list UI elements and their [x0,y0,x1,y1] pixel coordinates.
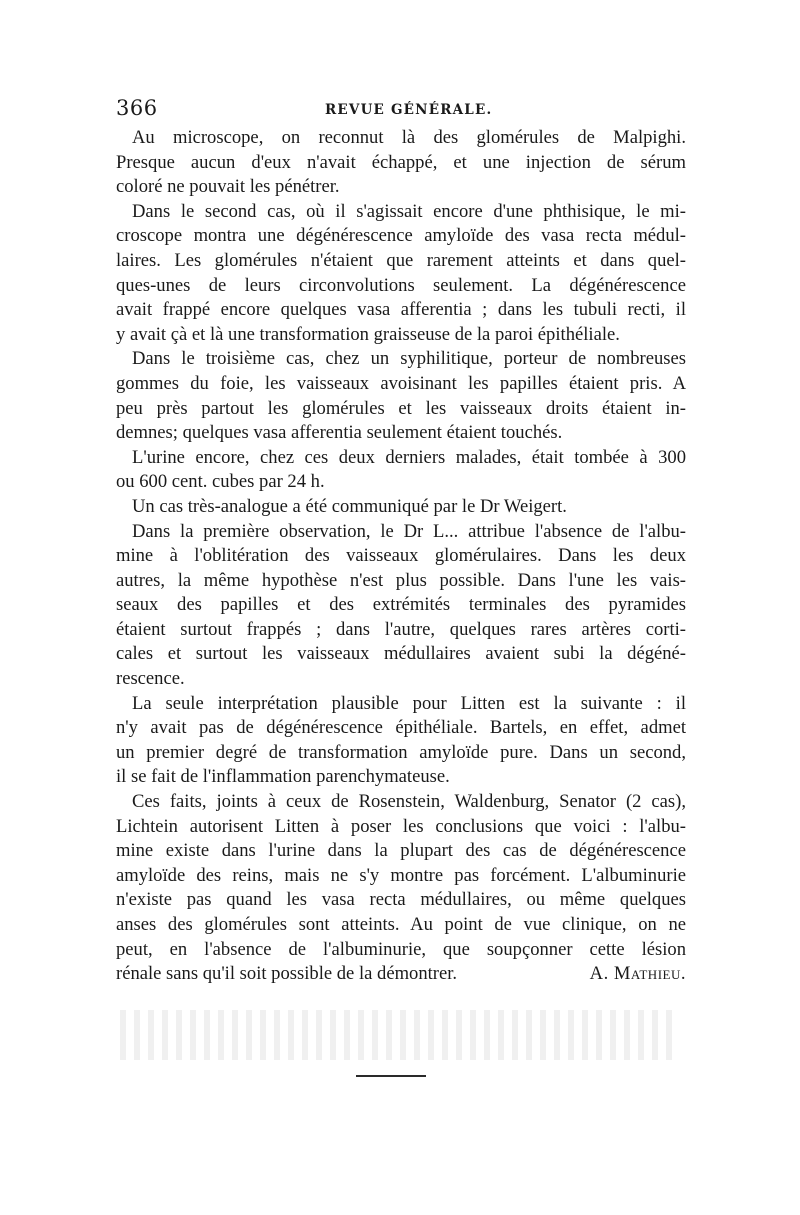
page-number: 366 [116,96,158,120]
text-line: rescence. [116,668,185,690]
text-line: Dans le troisième cas, chez un syphilitique, porteur de nombreuses [132,348,686,370]
text-line: un premier degré de transformation amyloïde pure. Dans un second, [116,741,686,763]
text-line: peu près partout les glomérules et les vaisseaux droits étaient in- [116,397,686,419]
closing-text: rénale sans qu'il soit possible de la démontrer. [116,963,458,985]
section-end-rule [356,1075,426,1077]
text-line: peut, en l'absence de l'albuminurie, que soupçonner cette lésion [116,938,686,960]
text-line: Dans le second cas, où il s'agissait encore d'une phthisique, le mi- [132,200,686,222]
text-line: La seule interprétation plausible pour Litten est la suivante : il [132,692,686,714]
text-line: n'existe pas quand les vasa recta médullaires, ou même quelques [116,889,686,911]
text-line: croscope montra une dégénérescence amyloïde des vasa recta médul- [116,225,686,247]
text-line: mine existe dans l'urine dans la plupart des cas de dégénérescence [116,840,686,862]
text-line: autres, la même hypothèse n'est plus possible. Dans l'une les vais- [116,569,686,591]
text-line: n'y avait pas de dégénérescence épithéliale. Bartels, en effet, admet [116,717,686,739]
text-line: Presque aucun d'eux n'avait échappé, et une injection de sérum [116,151,686,173]
closing-line [116,962,686,987]
text-line: Dans la première observation, le Dr L... attribue l'absence de l'albu- [132,520,686,542]
text-line: gommes du foie, les vaisseaux avoisinant les papilles étaient pris. A [116,372,686,394]
show-through-texture [120,1010,680,1060]
text-line: il se fait de l'inflammation parenchymateuse. [116,766,450,788]
article-body [116,126,686,987]
text-line: Un cas très-analogue a été communiqué par le Dr Weigert. [132,495,567,517]
text-line: seaux des papilles et des extrémités terminales des pyramides [116,594,686,616]
text-line: anses des glomérules sont atteints. Au point de vue clinique, on ne [116,914,686,935]
text-line: y avait çà et là une transformation graisseuse de la paroi épithéliale. [116,323,620,345]
text-line: ques-unes de leurs circonvolutions seulement. La dégénérescence [116,274,686,296]
text-line: demnes; quelques vasa afferentia seulement étaient touchés. [116,422,563,444]
text-line: étaient surtout frappés ; dans l'autre, quelques rares artères corti- [116,618,686,640]
text-line: avait frappé encore quelques vasa afferentia ; dans les tubuli recti, il [116,299,686,321]
page-header [116,96,686,124]
text-line: mine à l'oblitération des vaisseaux glomérulaires. Dans les deux [116,545,686,567]
text-line: amyloïde des reins, mais ne s'y montre pas forcément. L'albuminurie [116,864,686,886]
text-line: laires. Les glomérules n'étaient que rarement atteints et dans quel- [116,249,686,271]
text-line: Lichtein autorisent Litten à poser les conclusions que voici : l'albu- [116,815,686,837]
author-signature: A. Mathieu. [589,963,686,985]
text-line: cales et surtout les vaisseaux médullaires avaient subi la dégéné- [116,643,686,665]
text-line: ou 600 cent. cubes par 24 h. [116,471,325,493]
text-line: Au microscope, on reconnut là des glomérules de Malpighi. [132,127,686,148]
text-line: coloré ne pouvait les pénétrer. [116,176,340,198]
running-title: REVUE GÉNÉRALE. [325,102,493,118]
text-line: Ces faits, joints à ceux de Rosenstein, Waldenburg, Senator (2 cas), [132,791,686,813]
text-line: L'urine encore, chez ces deux derniers malades, était tombée à 300 [132,446,686,468]
